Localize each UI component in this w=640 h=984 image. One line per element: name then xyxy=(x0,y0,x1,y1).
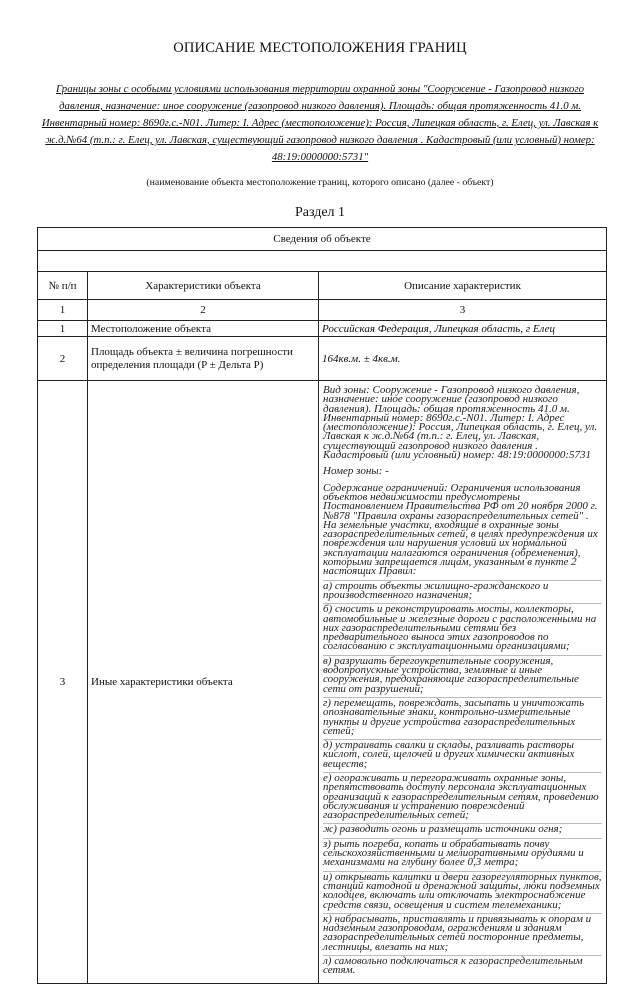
column-header: Описание характеристик xyxy=(319,272,607,300)
detail-paragraph: Вид зоны: Сооружение - Газопровод низкого давления, назначение: иное сооружение (газопровод низкого давления). Площадь: общая протяженность 41.0 м. Инвентарный номер: 8690г.с.-N01. Литер: I. Адрес (местоположение): Россия, Липецкая область, г. Елец, ул. Лавская к ж.д.№64 (т.п.: г. Елец, ул. Лавская, существующий газопровод низкого давления . Кадастровый (или условный) номер: 48:19:0000000:5731 xyxy=(323,384,598,462)
detail-paragraph: Номер зоны: - xyxy=(323,465,389,478)
name-caption: (наименование объекта местоположение границ, которого описано (далее - объект) xyxy=(146,177,494,188)
detail-paragraph: д) устраивать свалки и склады, разливать растворы кислот, солей, щелочей и других химически активных веществ; xyxy=(323,740,602,773)
detail-paragraph: е) огораживать и перегораживать охранные зоны, препятствовать доступу персонала эксплуатационных организаций к газораспределительным сетям, проведению обслуживания и устранению повреждений газораспределительных сетей; xyxy=(323,773,602,824)
row-characteristic: Местоположение объекта xyxy=(88,321,319,337)
column-number: 2 xyxy=(88,300,319,321)
table-row xyxy=(38,337,607,381)
detail-paragraph: б) сносить и реконструировать мосты, коллекторы, автомобильные и железные дороги с расположенными на них газораспределительными сетями без предварительного выноса этих газопроводов по согласованию с эксплуатационными организациями; xyxy=(323,604,602,655)
detail-paragraph: Содержание ограничений: Ограничения использования объектов недвижимости предусмотрены Постановлением Правительства РФ от 20 ноября 2000 г. №878 "Правила охраны газораспределительных сетей" . На земельные участки, входящие в охранные зоны газораспределительных сетей, в целях предупреждения их повреждения или нарушения условий их нормальной эксплуатации налагаются ограничения (обременения), которыми запрещается лицам, указанным в пункте 2 настоящих Правил: xyxy=(323,483,602,581)
row-description: Российская Федерация, Липецкая область, г Елец xyxy=(319,321,607,337)
table-header-row xyxy=(38,272,607,300)
table-spacer-cell xyxy=(38,251,607,272)
row-number: 2 xyxy=(38,337,88,381)
detail-paragraph: а) строить объекты жилищно-гражданского и производственного назначения; xyxy=(323,581,602,605)
detail-paragraph: в) разрушать берегоукрепительные сооружения, водопропускные устройства, земляные и иные сооружения, предохраняющие газораспределительные сети от разрушений; xyxy=(323,656,602,698)
zone-description: Границы зоны с особыми условиями использования территории охранной зоны "Сооружение - Газопровод низкого давления, назначение: иное сооружение (газопровод низкого давления). Площадь: общая протяженность 41.0 м. Инвентарный номер: 8690г.с.-N01. Литер: I. Адрес (местоположение): Россия, Липецкая область, г. Елец, ул. Лавская к ж.д.№64 (т.п.: г. Елец, ул. Лавская, существующий газопровод низкого давления . Кадастровый (или условный) номер: 48:19:0000000:5731" xyxy=(41,83,599,163)
detail-paragraph: л) самовольно подключаться к газораспределительным сетям. xyxy=(323,955,583,977)
row-characteristic: Площадь объекта ± величина погрешности определения площади (P ± Дельта P) xyxy=(88,337,319,381)
table-title: Сведения об объекте xyxy=(38,228,607,251)
table-row xyxy=(38,381,607,984)
column-header: № п/п xyxy=(38,272,88,300)
row-description: 164кв.м. ± 4кв.м. xyxy=(319,337,607,381)
detail-paragraph: г) перемещать, повреждать, засыпать и уничтожать опознавательные знаки, контрольно-измерительные пункты и другие устройства газораспределительных сетей; xyxy=(323,698,602,740)
column-number: 1 xyxy=(38,300,88,321)
section-title: Раздел 1 xyxy=(294,205,346,220)
row-number: 1 xyxy=(38,321,88,337)
row-characteristic: Иные характеристики объекта xyxy=(88,381,319,984)
detail-paragraph: ж) разводить огонь и размещать источники огня; xyxy=(323,824,602,838)
column-header: Характеристики объекта xyxy=(88,272,319,300)
detail-paragraph: к) набрасывать, приставлять и привязывать к опорам и надземным газопроводам, ограждениям и зданиям газораспределительных сетей посторонние предметы, лестницы, влезать на них; xyxy=(323,914,602,956)
table-title-row xyxy=(38,228,607,251)
object-info-table xyxy=(37,227,607,984)
row-number: 3 xyxy=(38,381,88,984)
column-number: 3 xyxy=(319,300,607,321)
document-title: ОПИСАНИЕ МЕСТОПОЛОЖЕНИЯ ГРАНИЦ xyxy=(173,40,467,56)
row-details xyxy=(319,381,607,984)
table-spacer-row xyxy=(38,251,607,272)
table-row xyxy=(38,321,607,337)
column-number-row xyxy=(38,300,607,321)
detail-paragraph: з) рыть погреба, копать и обрабатывать почву сельскохозяйственными и мелиоративными орудиями и механизмами на глубину более 0,3 метра; xyxy=(323,839,602,872)
detail-paragraph: и) открывать калитки и двери газорегуляторных пунктов, станций катодной и дренажной защиты, люки подземных колодцев, включать или отключать электроснабжение средств связи, освещения и систем телемеханики; xyxy=(323,872,602,914)
